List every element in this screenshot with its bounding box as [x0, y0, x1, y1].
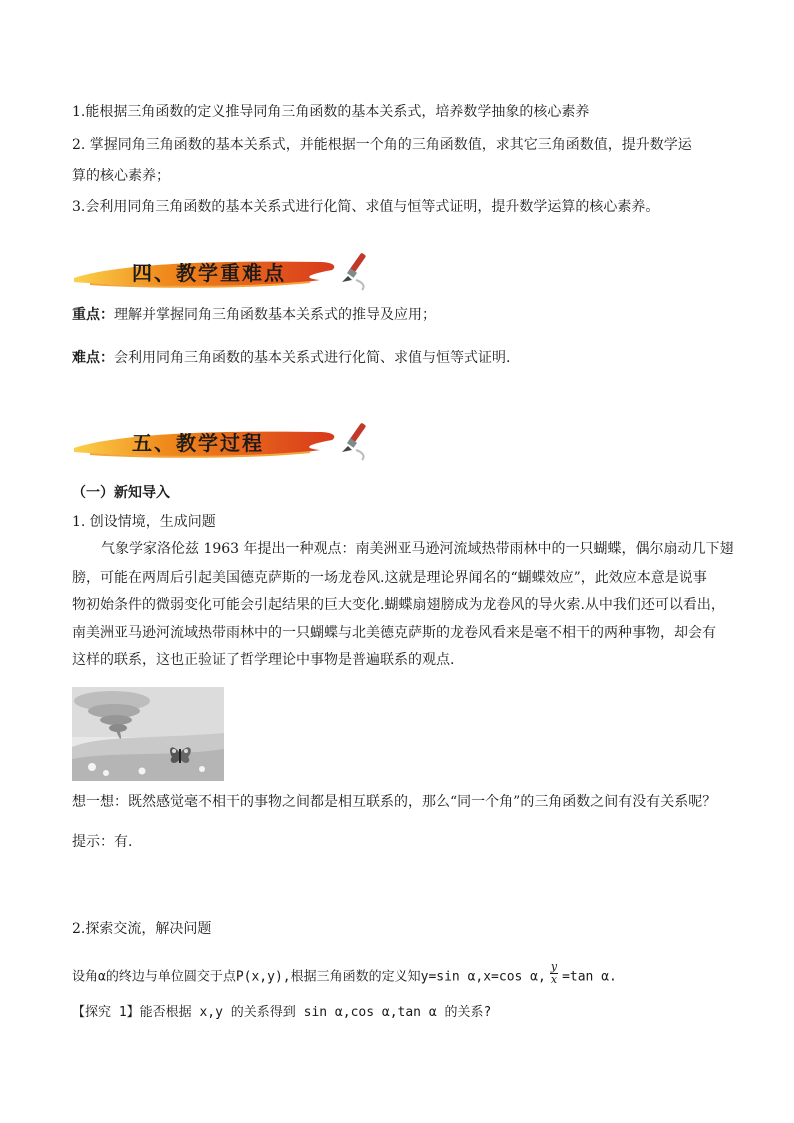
key-point-text: 理解并掌握同角三角函数基本关系式的推导及应用； — [114, 307, 436, 323]
subsection-new-knowledge: （一）新知导入 — [72, 485, 170, 501]
definition-text-part1: 设角α的终边与单位圆交于点P(x,y),根据三角函数的定义知y=sin α,x=cos α, — [72, 969, 546, 985]
story-line-2: 膀，可能在两周后引起美国德克萨斯的一场龙卷风.这就是理论界闻名的“蝴蝶效应”，此效应本意是说事 — [72, 570, 707, 586]
objective-2-line1: 2. 掌握同角三角函数的基本关系式，并能根据一个角的三角函数值，求其它三角函数值，提升数学运 — [72, 137, 692, 153]
butterfly-icon — [170, 747, 191, 763]
think-question: 想一想：既然感觉毫不相干的事物之间都是相互联系的，那么“同一个角”的三角函数之间有没有关系呢？ — [72, 794, 717, 810]
hint-answer: 提示：有. — [72, 834, 133, 850]
difficulty-line — [72, 348, 510, 368]
explore-question-1 — [72, 1002, 491, 1023]
step-1-heading: 1. 创设情境，生成问题 — [72, 514, 216, 530]
definition-text-part2: =tan α. — [562, 969, 617, 985]
story-line-3: 物初始条件的微弱变化可能会引起结果的巨大变化.蝴蝶扇翅膀成为龙卷风的导火索.从中我们还可以看出， — [72, 597, 725, 613]
difficulty-label: 难点： — [72, 350, 114, 366]
objective-2-line2: 算的核心素养； — [72, 168, 170, 184]
step-2-heading: 2.探索交流，解决问题 — [72, 921, 212, 937]
section-4-banner — [70, 248, 380, 294]
section-5-title: 五、教学过程 — [132, 431, 264, 455]
y-over-x-fraction — [550, 961, 558, 986]
definition-line — [72, 960, 617, 989]
tornado-butterfly-illustration — [72, 687, 224, 781]
objective-1: 1.能根据三角函数的定义推导同角三角函数的基本关系式，培养数学抽象的核心素养 — [72, 104, 590, 120]
section-4-title: 四、教学重难点 — [132, 261, 286, 285]
fraction-denominator: x — [550, 973, 558, 986]
objective-3: 3.会利用同角三角函数的基本关系式进行化简、求值与恒等式证明，提升数学运算的核心素养。 — [72, 199, 660, 215]
difficulty-text: 会利用同角三角函数的基本关系式进行化简、求值与恒等式证明. — [114, 350, 511, 366]
story-line-5: 这样的联系，这也正验证了哲学理论中事物是普遍联系的观点. — [72, 652, 455, 668]
story-line-4: 南美洲亚马逊河流域热带雨林中的一只蝴蝶与北美德克萨斯的龙卷风看来是毫不相干的两种事物，却会有 — [72, 625, 716, 641]
section-5-banner — [70, 418, 380, 464]
story-line-1: 气象学家洛伦兹 1963 年提出一种观点：南美洲亚马逊河流域热带雨林中的一只蝴蝶，偶尔扇动几下翅 — [101, 541, 734, 557]
key-point-line — [72, 305, 436, 325]
explore-1-text: 【探究 1】能否根据 x,y 的关系得到 sin α,cos α,tan α 的关系? — [72, 1005, 492, 1020]
fraction-numerator: y — [550, 960, 558, 973]
key-point-label: 重点： — [72, 307, 114, 323]
